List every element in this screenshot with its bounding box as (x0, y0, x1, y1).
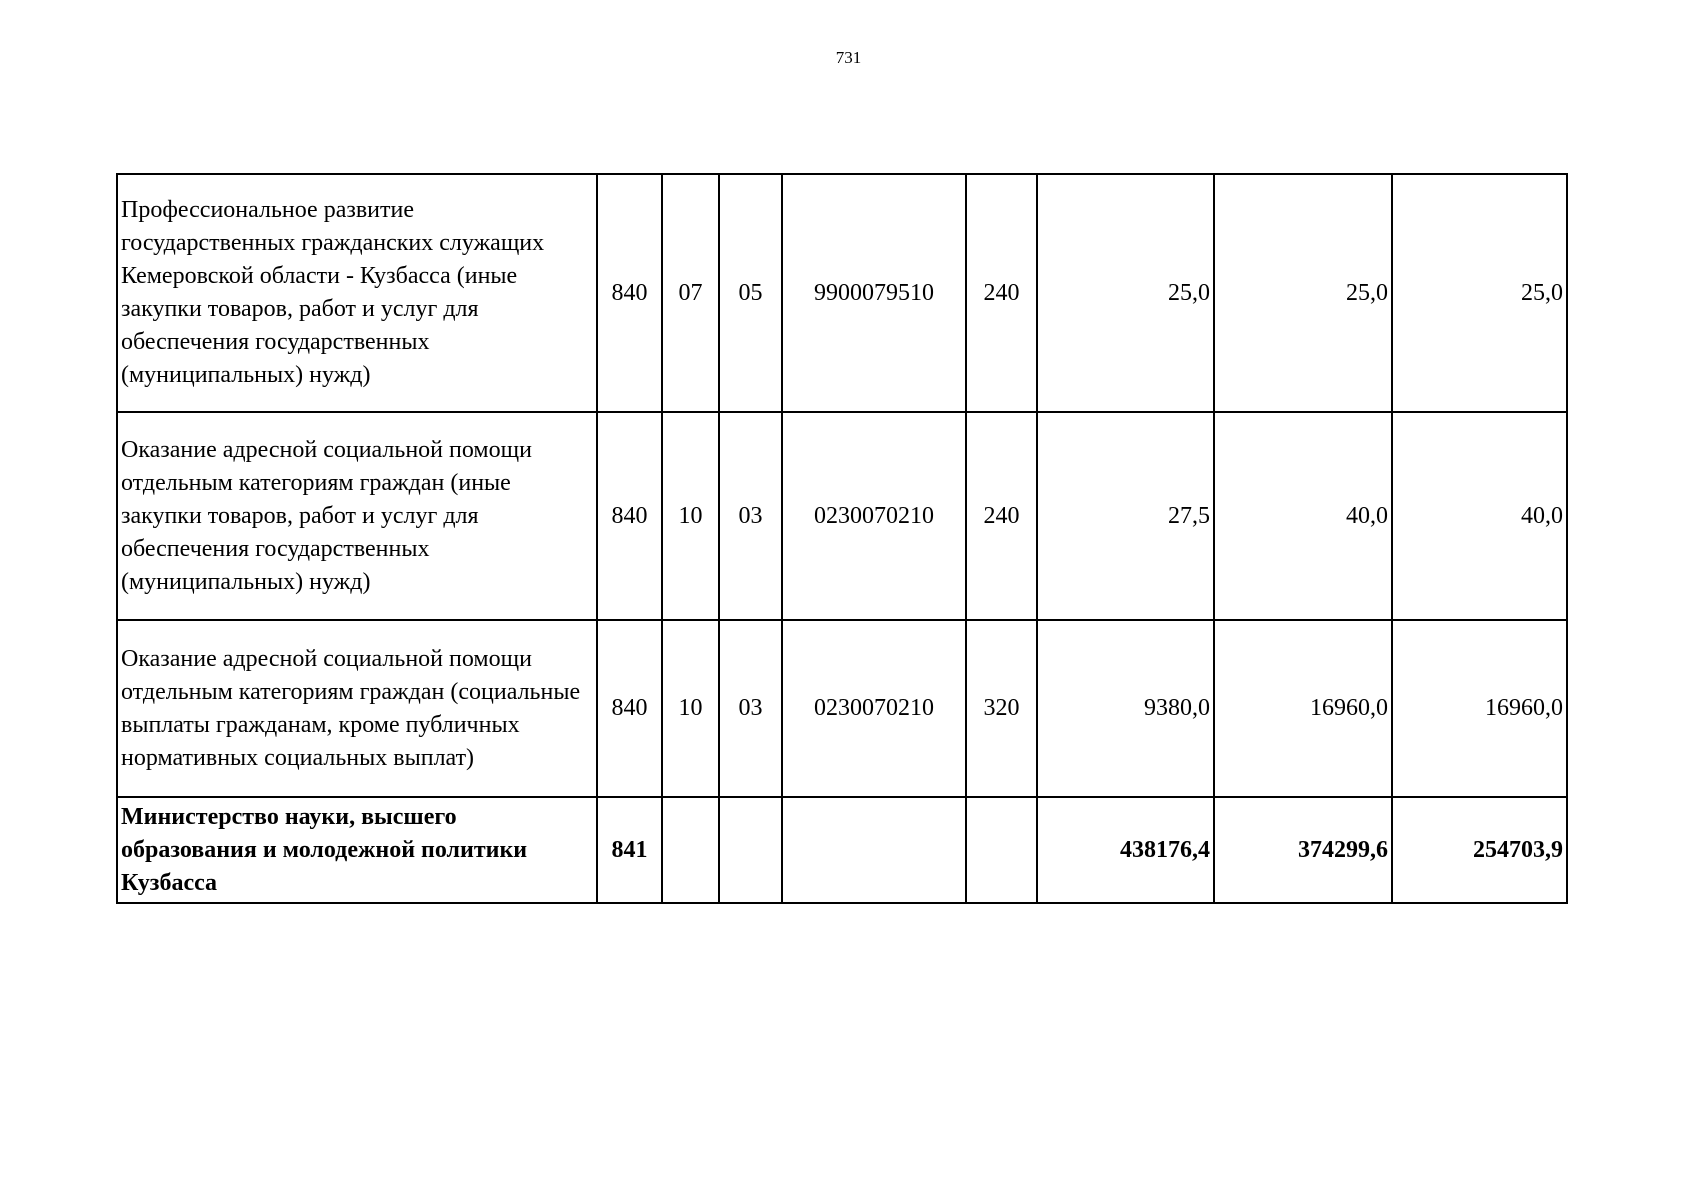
expense-name-cell: Оказание адресной социальной помощи отдельным категориям граждан (социальные выплаты гражданам, кроме публичных нормативных социальных выплат) (117, 620, 597, 797)
target-article-cell: 0230070210 (782, 412, 966, 620)
expense-type-cell: 320 (966, 620, 1037, 797)
ministry-code-cell: 840 (597, 174, 662, 412)
amount-3-cell: 40,0 (1392, 412, 1567, 620)
amount-2-cell: 40,0 (1214, 412, 1392, 620)
subsection-cell: 05 (719, 174, 782, 412)
amount-2-cell: 25,0 (1214, 174, 1392, 412)
ministry-name-cell: Министерство науки, высшего образования и молодежной политики Кузбасса (117, 797, 597, 903)
table-row-total (117, 797, 1567, 903)
amount-3-cell: 25,0 (1392, 174, 1567, 412)
amount-2-cell: 16960,0 (1214, 620, 1392, 797)
ministry-code-cell: 840 (597, 412, 662, 620)
table-row (117, 620, 1567, 797)
amount-1-cell: 25,0 (1037, 174, 1214, 412)
expense-name-cell: Профессиональное развитие государственных гражданских служащих Кемеровской области - Кузбасса (иные закупки товаров, работ и услуг для обеспечения государственных (муниципальных) нужд) (117, 174, 597, 412)
table-row (117, 174, 1567, 412)
expense-type-cell: 240 (966, 412, 1037, 620)
amount-3-cell: 254703,9 (1392, 797, 1567, 903)
target-article-cell (782, 797, 966, 903)
subsection-cell (719, 797, 782, 903)
expense-type-cell: 240 (966, 174, 1037, 412)
expense-name-cell: Оказание адресной социальной помощи отдельным категориям граждан (иные закупки товаров, работ и услуг для обеспечения государственных (муниципальных) нужд) (117, 412, 597, 620)
section-cell: 07 (662, 174, 719, 412)
subsection-cell: 03 (719, 412, 782, 620)
budget-table (116, 173, 1568, 904)
ministry-code-cell: 841 (597, 797, 662, 903)
amount-2-cell: 374299,6 (1214, 797, 1392, 903)
section-cell: 10 (662, 620, 719, 797)
ministry-code-cell: 840 (597, 620, 662, 797)
table-row (117, 412, 1567, 620)
target-article-cell: 0230070210 (782, 620, 966, 797)
amount-1-cell: 438176,4 (1037, 797, 1214, 903)
subsection-cell: 03 (719, 620, 782, 797)
section-cell (662, 797, 719, 903)
amount-3-cell: 16960,0 (1392, 620, 1567, 797)
section-cell: 10 (662, 412, 719, 620)
target-article-cell: 9900079510 (782, 174, 966, 412)
expense-type-cell (966, 797, 1037, 903)
page-number: 731 (835, 48, 862, 67)
amount-1-cell: 27,5 (1037, 412, 1214, 620)
amount-1-cell: 9380,0 (1037, 620, 1214, 797)
